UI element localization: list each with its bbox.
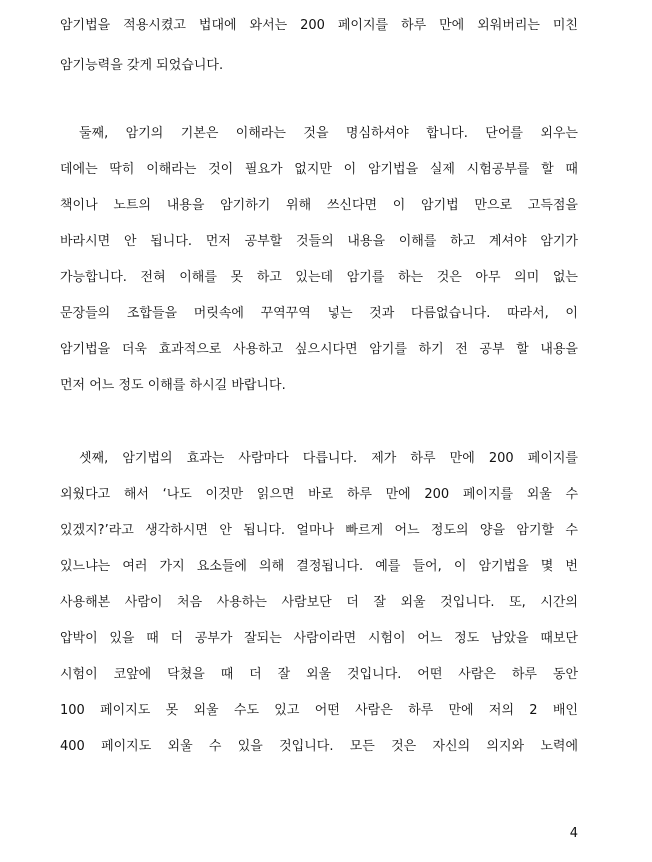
paragraph-3-line-9: 400 페이지도 외울 수 있을 것입니다. 모든 것은 자신의 의지와 노력에 <box>60 739 578 754</box>
paragraph-1-line-2: 암기능력을 갖게 되었습니다. <box>60 58 224 73</box>
paragraph-2-line-1: 둘째, 암기의 기본은 이해라는 것을 명심하셔야 합니다. 단어를 외우는 <box>79 126 578 141</box>
paragraph-3-line-5: 사용해본 사람이 처음 사용하는 사람보단 더 잘 외울 것입니다. 또, 시간의 <box>60 595 578 610</box>
paragraph-1-line-1: 암기법을 적용시켰고 법대에 와서는 200 페이지를 하루 만에 외워버리는 미친 <box>60 18 578 33</box>
paragraph-2-line-3: 책이나 노트의 내용을 암기하기 위해 쓰신다면 이 암기법 만으로 고득점을 <box>60 198 578 213</box>
paragraph-3-line-2: 외웠다고 해서 ‘나도 이것만 읽으면 바로 하루 만에 200 페이지를 외울 수 <box>60 487 578 502</box>
paragraph-3-line-8: 100 페이지도 못 외울 수도 있고 어떤 사람은 하루 만에 저의 2 배인 <box>60 703 578 718</box>
paragraph-3-line-7: 시험이 코앞에 닥쳤을 때 더 잘 외울 것입니다. 어떤 사람은 하루 동안 <box>60 667 578 682</box>
paragraph-2-line-7: 암기법을 더욱 효과적으로 사용하고 싶으시다면 암기를 하기 전 공부 할 내용을 <box>60 342 578 357</box>
paragraph-3-line-1: 셋째, 암기법의 효과는 사람마다 다릅니다. 제가 하루 만에 200 페이지를 <box>79 451 578 466</box>
paragraph-2-line-5: 가능합니다. 전혀 이해를 못 하고 있는데 암기를 하는 것은 아무 의미 없는 <box>60 270 578 285</box>
paragraph-2-line-2: 데에는 딱히 이해라는 것이 필요가 없지만 이 암기법을 실제 시험공부를 할 때 <box>60 162 578 177</box>
paragraph-3-line-3: 있겠지?’라고 생각하시면 안 됩니다. 얼마나 빠르게 어느 정도의 양을 암기할 수 <box>60 523 578 538</box>
paragraph-2-line-8: 먼저 어느 정도 이해를 하시길 바랍니다. <box>60 378 286 393</box>
paragraph-2-line-4: 바라시면 안 됩니다. 먼저 공부할 것들의 내용을 이해를 하고 계셔야 암기가 <box>60 234 578 249</box>
page-number: 4 <box>569 826 578 841</box>
paragraph-3-line-4: 있느냐는 여러 가지 요소들에 의해 결정됩니다. 예를 들어, 이 암기법을 몇 번 <box>60 559 578 574</box>
paragraph-3-line-6: 압박이 있을 때 더 공부가 잘되는 사람이라면 시험이 어느 정도 남았을 때보단 <box>60 631 578 646</box>
paragraph-2-line-6: 문장들의 조합들을 머릿속에 꾸역꾸역 넣는 것과 다름없습니다. 따라서, 이 <box>60 306 578 321</box>
